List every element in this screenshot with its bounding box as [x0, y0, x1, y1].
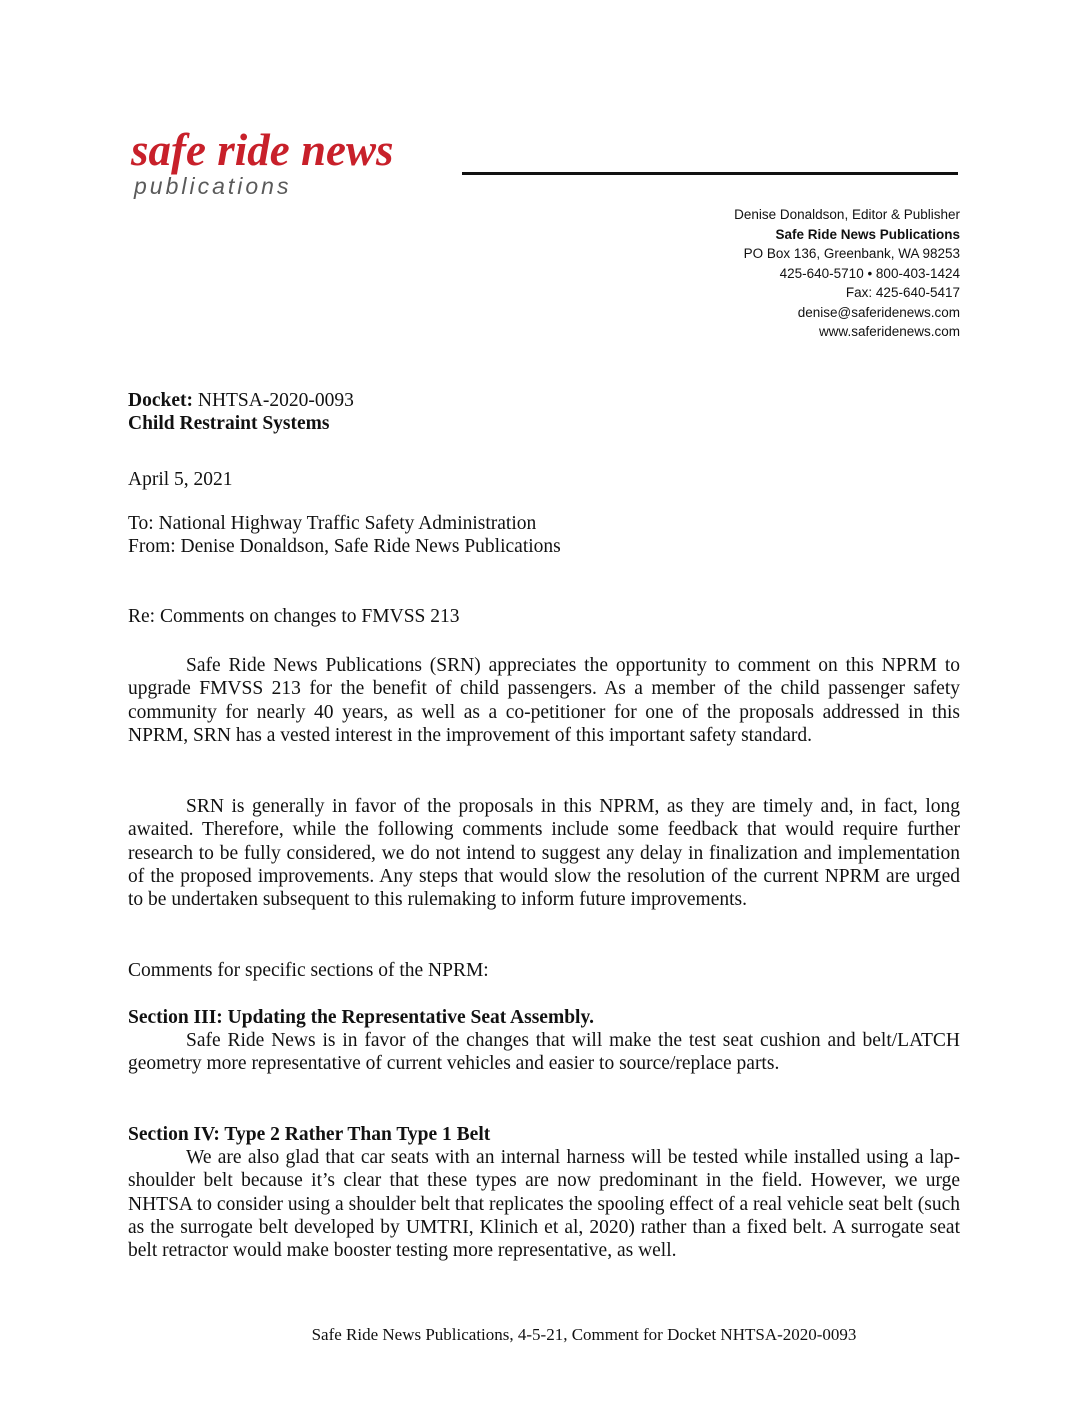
page-footer: Safe Ride News Publications, 4-5-21, Comment for Docket NHTSA-2020-0093 — [311, 1325, 857, 1344]
phone-numbers: 425-640-5710 • 800-403-1424 — [779, 265, 960, 281]
logo-rule — [462, 172, 958, 175]
letterhead-contact — [734, 205, 960, 342]
section-iii — [128, 1006, 594, 1029]
organization-name: Safe Ride News Publications — [775, 226, 960, 242]
email-address: denise@saferidenews.com — [797, 304, 960, 320]
editor-line: Denise Donaldson, Editor & Publisher — [734, 207, 960, 222]
section-iv-heading: Section IV: Type 2 Rather Than Type 1 Belt — [128, 1124, 491, 1145]
docket-block — [128, 389, 354, 436]
docket-title: Child Restraint Systems — [128, 413, 330, 435]
paragraph-intro: Safe Ride News Publications (SRN) appreciates the opportunity to comment on this NPRM to upgrade FMVSS 213 for the benefit of child passengers. As a member of the child passenger safety community for nearly 40 years, as well as a co-petitioner for one of the proposals addressed in this NPRM, SRN has a vested interest in the improvement of this important safety standard. — [128, 655, 960, 746]
docket-label: Docket: — [128, 390, 193, 411]
logo-subtitle: publications — [134, 173, 292, 199]
section-iii-body: Safe Ride News is in favor of the changes that will make the test seat cushion and belt/LATCH geometry more representative of current vehicles and easier to source/replace parts. — [128, 1030, 960, 1075]
section-iv-body: We are also glad that car seats with an internal harness will be tested while installed using a lap-shoulder belt because it’s clear that these types are now predominant in the field. However, we urge NHTSA to consider using a shoulder belt that replicates the spooling effect of a real vehicle seat belt (such as the surrogate belt developed by UMTRI, Klinich et al, 2020) rather than a fixed belt. A surrogate seat belt retractor would make booster testing more representative, as well. — [128, 1147, 960, 1262]
docket-number: NHTSA-2020-0093 — [197, 390, 354, 411]
website: www.saferidenews.com — [818, 324, 960, 339]
subject-line: Re: Comments on changes to FMVSS 213 — [128, 606, 460, 627]
from-line: From: Denise Donaldson, Safe Ride News Publications — [128, 536, 561, 558]
to-line: To: National Highway Traffic Safety Administration — [128, 513, 537, 534]
address-block — [128, 512, 561, 559]
postal-address: PO Box 136, Greenbank, WA 98253 — [743, 246, 960, 261]
letter-date: April 5, 2021 — [128, 469, 233, 490]
section-iv — [128, 1123, 490, 1146]
fax-number: Fax: 425-640-5417 — [845, 285, 960, 300]
sections-intro: Comments for specific sections of the NPRM: — [128, 960, 489, 981]
section-iii-heading: Section III: Updating the Representative Seat Assembly. — [128, 1007, 595, 1028]
paragraph-position: SRN is generally in favor of the proposals in this NPRM, as they are timely and, in fact, long awaited. Therefore, while the following comments include some feedback that would require further research to be fully considered, we do not intend to suggest any delay in finalization and implementation of the proposed improvements. Any steps that would slow the resolution of the current NPRM are urged to be undertaken subsequent to this rulemaking to inform future improvements. — [128, 796, 960, 911]
logo-wordmark: safe ride news — [131, 125, 394, 175]
